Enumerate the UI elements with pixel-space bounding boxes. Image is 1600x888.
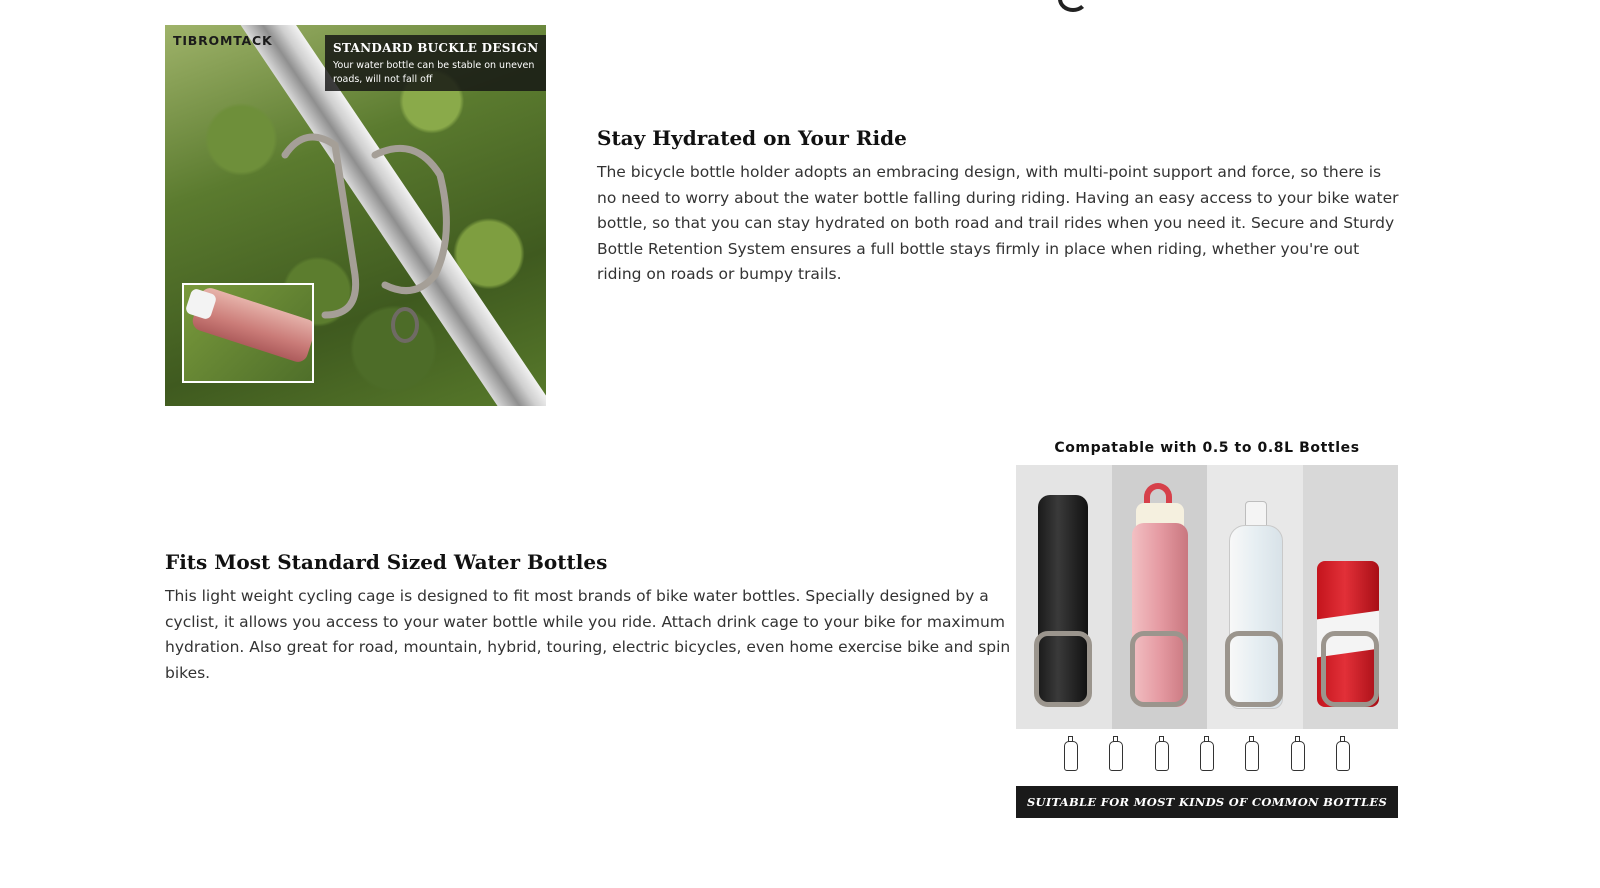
- bottle-panels: [1016, 465, 1398, 729]
- product-image-compatibility: [1016, 438, 1398, 818]
- bottle-icon: [1200, 741, 1214, 771]
- bottle-icon: [1064, 741, 1078, 771]
- panel-water-bottle: [1207, 465, 1303, 729]
- section-paragraph-fits-bottles: This light weight cycling cage is designed to fit most brands of bike water bottles. Specially designed by a cyclist, it allows you access to your water bottle while you ride. Attach drink cage to your bike for maximum hydration. Also great for road, mountain, hybrid, touring, electric bicycles, even home exercise bike and spin bikes.: [165, 587, 1011, 682]
- cage-icon: [1130, 631, 1188, 707]
- bottle-type-icons: [1016, 734, 1398, 778]
- brand-watermark: TIBROMTACK: [173, 33, 273, 48]
- bottle-icon: [1291, 741, 1305, 771]
- bottle-icon: [1109, 741, 1123, 771]
- compatibility-footer-banner: SUITABLE FOR MOST KINDS OF COMMON BOTTLES: [1016, 786, 1398, 818]
- panel-sport-bottle: [1112, 465, 1208, 729]
- panel-can: [1303, 465, 1399, 729]
- feature-banner: [325, 35, 546, 91]
- cage-icon: [1034, 631, 1092, 707]
- section-heading-fits-bottles: Fits Most Standard Sized Water Bottles: [165, 550, 608, 574]
- banner-subtitle: Your water bottle can be stable on uneven roads, will not fall off: [333, 60, 535, 85]
- bottle-icon: [1336, 741, 1350, 771]
- section-paragraph-stay-hydrated: The bicycle bottle holder adopts an embracing design, with multi-point support and force, so there is no need to worry about the water bottle falling during riding. Having an easy access to your bike water bottle, so that you can stay hydrated on both road and trail rides when you need it. Secure and Sturdy Bottle Retention System ensures a full bottle stays firmly in place when riding, whether you're out riding on roads or bumpy trails.: [597, 163, 1399, 283]
- partial-decorative-glyph: [1058, 0, 1088, 12]
- section-heading-stay-hydrated: Stay Hydrated on Your Ride: [597, 126, 907, 150]
- cage-icon: [1321, 631, 1379, 707]
- bottle-icon: [1245, 741, 1259, 771]
- panel-thermos: [1016, 465, 1112, 729]
- bottle-icon: [1155, 741, 1169, 771]
- product-image-standard-buckle: [165, 25, 546, 406]
- inset-photo: [182, 283, 314, 383]
- compatibility-caption: Compatable with 0.5 to 0.8L Bottles: [1054, 440, 1360, 456]
- cage-icon: [1225, 631, 1283, 707]
- banner-title: STANDARD BUCKLE DESIGN: [333, 41, 539, 55]
